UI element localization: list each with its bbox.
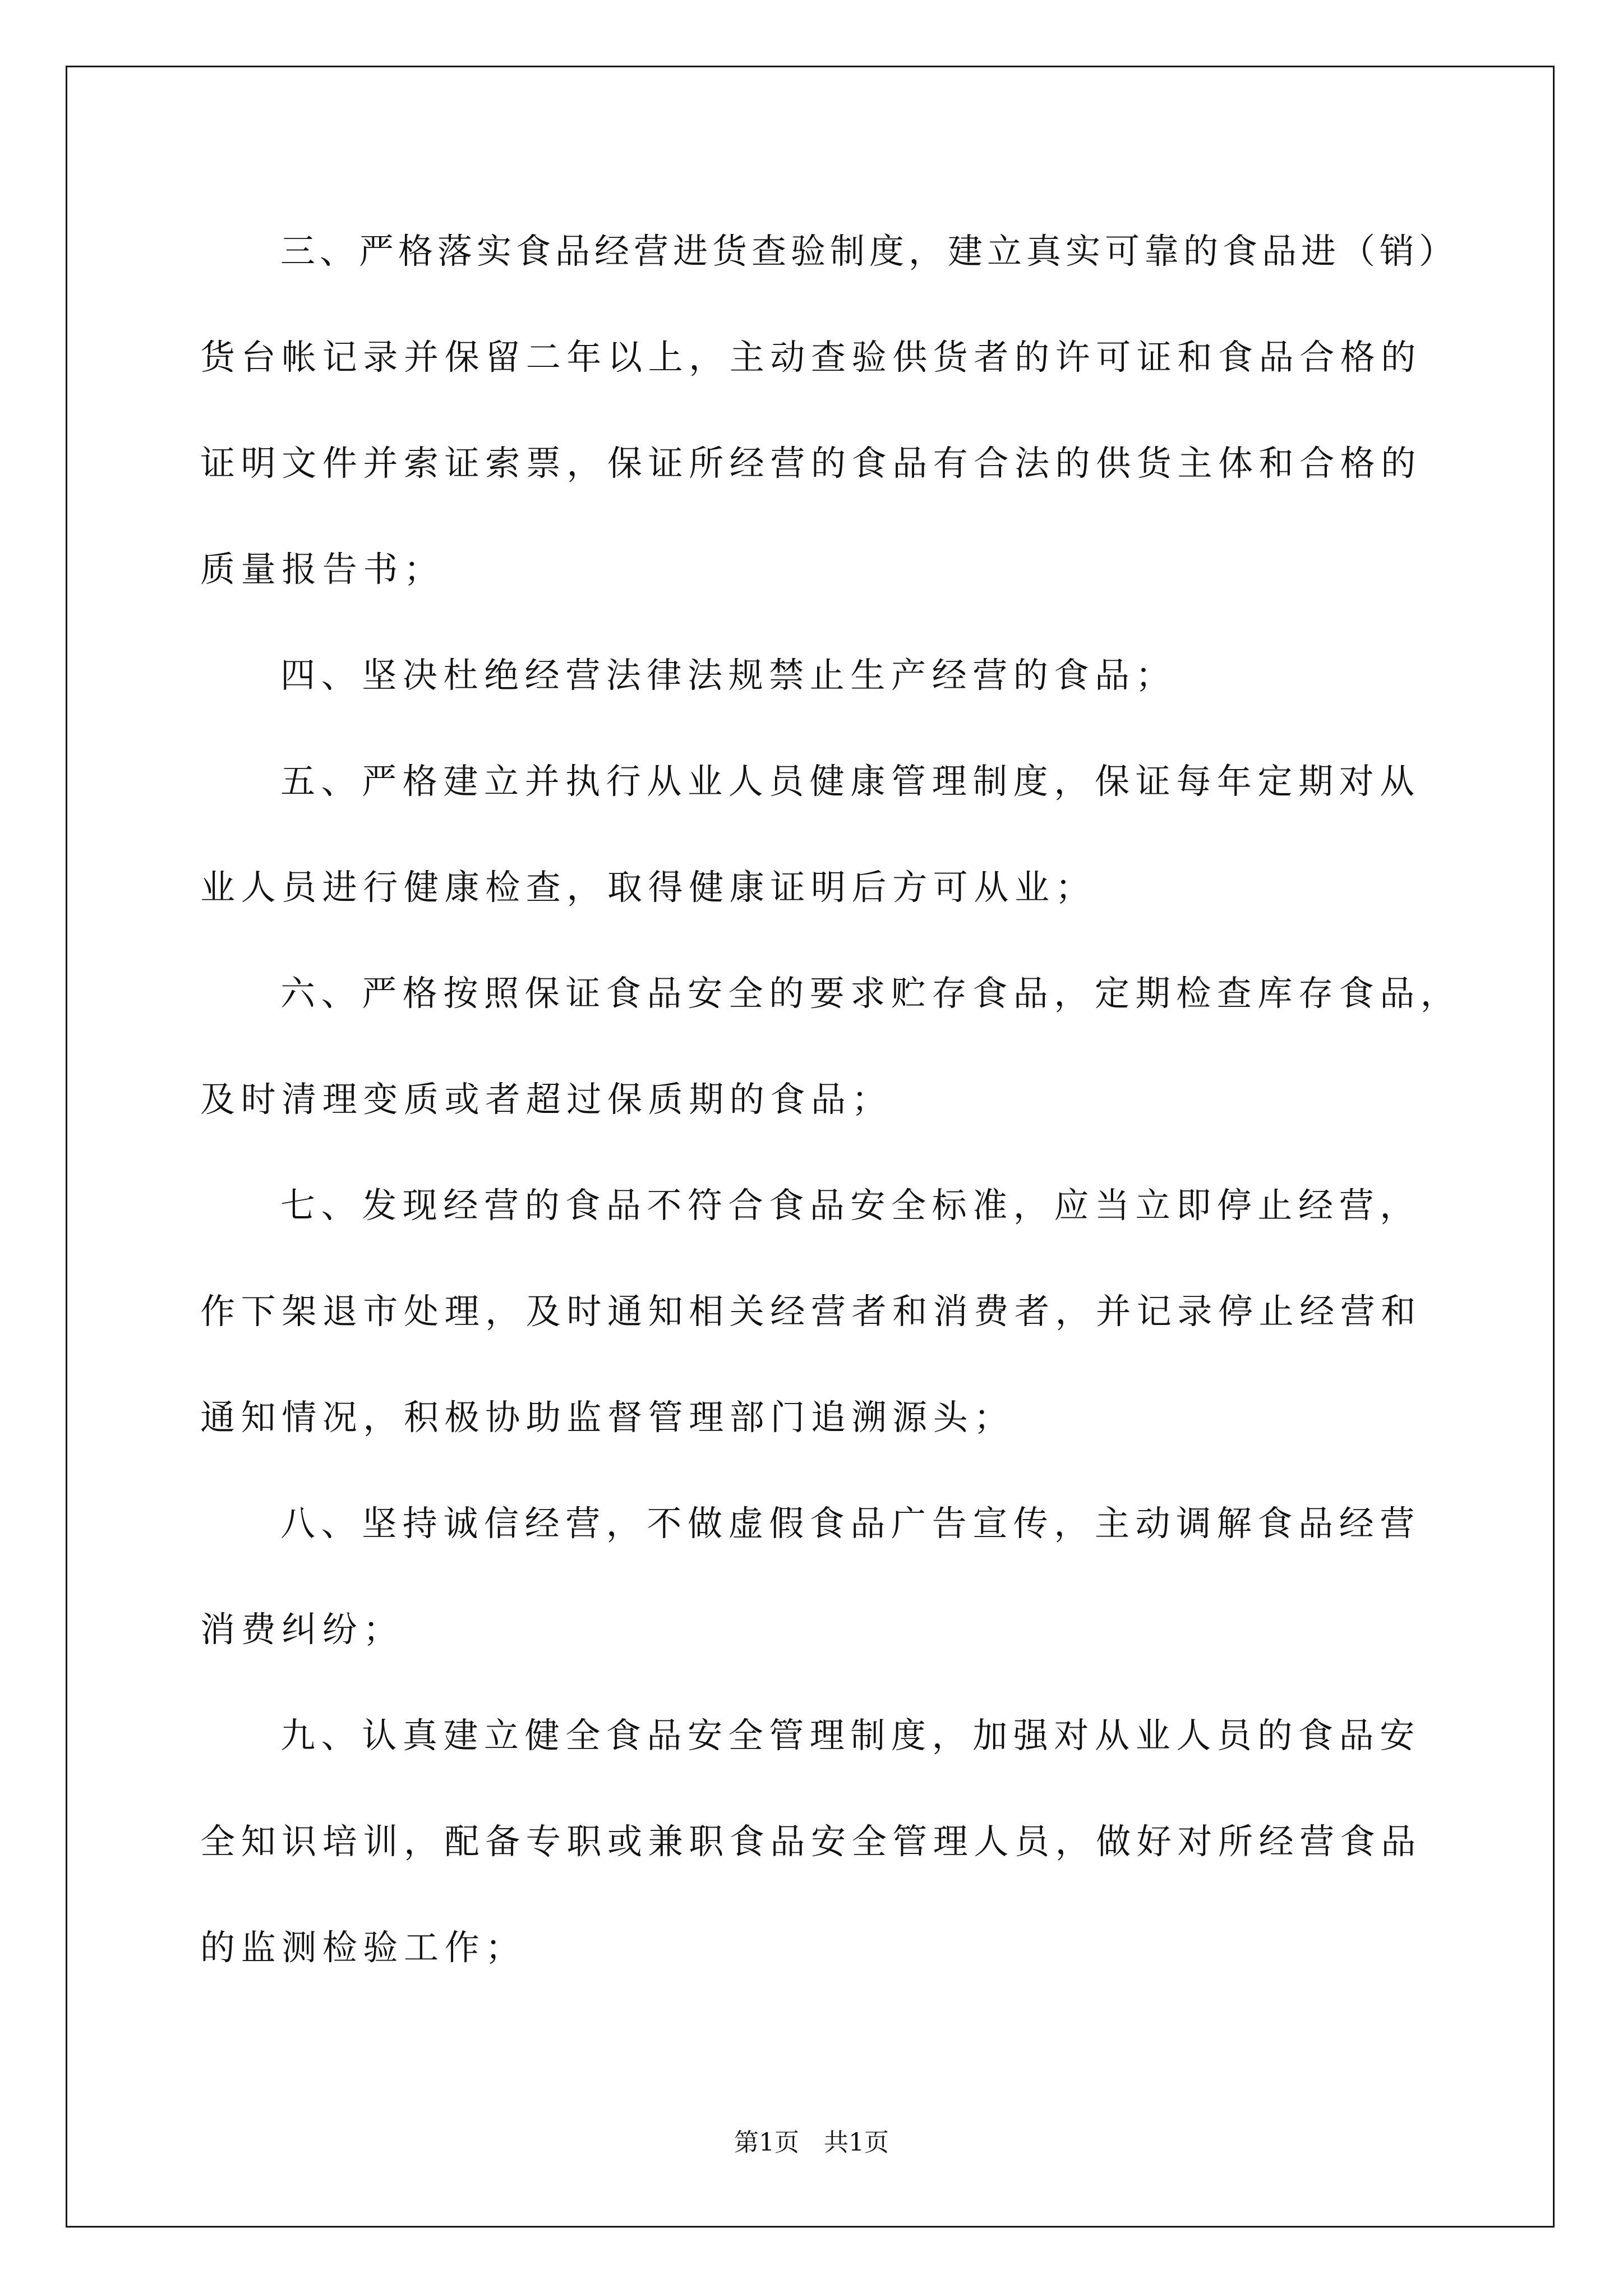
paragraph-line: 三、严格落实食品经营进货查验制度，建立真实可靠的食品进（销） <box>280 231 1459 272</box>
paragraph-item-7 <box>200 1152 1490 1470</box>
paragraph-line: 八、坚持诚信经营，不做虚假食品广告宣传，主动调解食品经营 <box>280 1503 1421 1544</box>
paragraph-line: 六、严格按照保证食品安全的要求贮存食品，定期检查库存食品， <box>280 973 1461 1014</box>
paragraph-line: 质量报告书； <box>200 549 445 590</box>
page-total: 共1页 <box>824 2128 889 2157</box>
paragraph-line: 证明文件并索证索票，保证所经营的食品有合法的供货主体和合格的 <box>200 443 1422 484</box>
paragraph-item-9 <box>200 1682 1490 2000</box>
paragraph-line: 五、严格建立并执行从业人员健康管理制度，保证每年定期对从 <box>280 761 1421 802</box>
paragraph-line: 的监测检验工作； <box>200 1927 526 1968</box>
paragraph-line: 七、发现经营的食品不符合食品安全标准，应当立即停止经营， <box>280 1185 1421 1226</box>
document-body <box>200 198 1490 2000</box>
paragraph-line: 四、坚决杜绝经营法律法规禁止生产经营的食品； <box>280 655 1177 696</box>
page-footer <box>0 2126 1623 2160</box>
paragraph-line: 消费纠纷； <box>200 1609 404 1650</box>
paragraph-item-8 <box>200 1470 1490 1682</box>
paragraph-item-3 <box>200 198 1490 622</box>
paragraph-line: 通知情况，积极协助监督管理部门追溯源头； <box>200 1397 1015 1438</box>
paragraph-line: 及时清理变质或者超过保质期的食品； <box>200 1079 893 1120</box>
paragraph-line: 货台帐记录并保留二年以上，主动查验供货者的许可证和食品合格的 <box>200 337 1422 378</box>
page-number: 第1页 <box>734 2128 799 2157</box>
paragraph-item-6 <box>200 940 1490 1152</box>
paragraph-item-5 <box>200 728 1490 940</box>
paragraph-line: 作下架退市处理，及时通知相关经营者和消费者，并记录停止经营和 <box>200 1291 1422 1332</box>
paragraph-line: 九、认真建立健全食品安全管理制度，加强对从业人员的食品安 <box>280 1715 1421 1756</box>
paragraph-line: 全知识培训，配备专职或兼职食品安全管理人员，做好对所经营食品 <box>200 1821 1422 1862</box>
paragraph-item-4 <box>200 622 1490 728</box>
paragraph-line: 业人员进行健康检查，取得健康证明后方可从业； <box>200 867 1096 908</box>
